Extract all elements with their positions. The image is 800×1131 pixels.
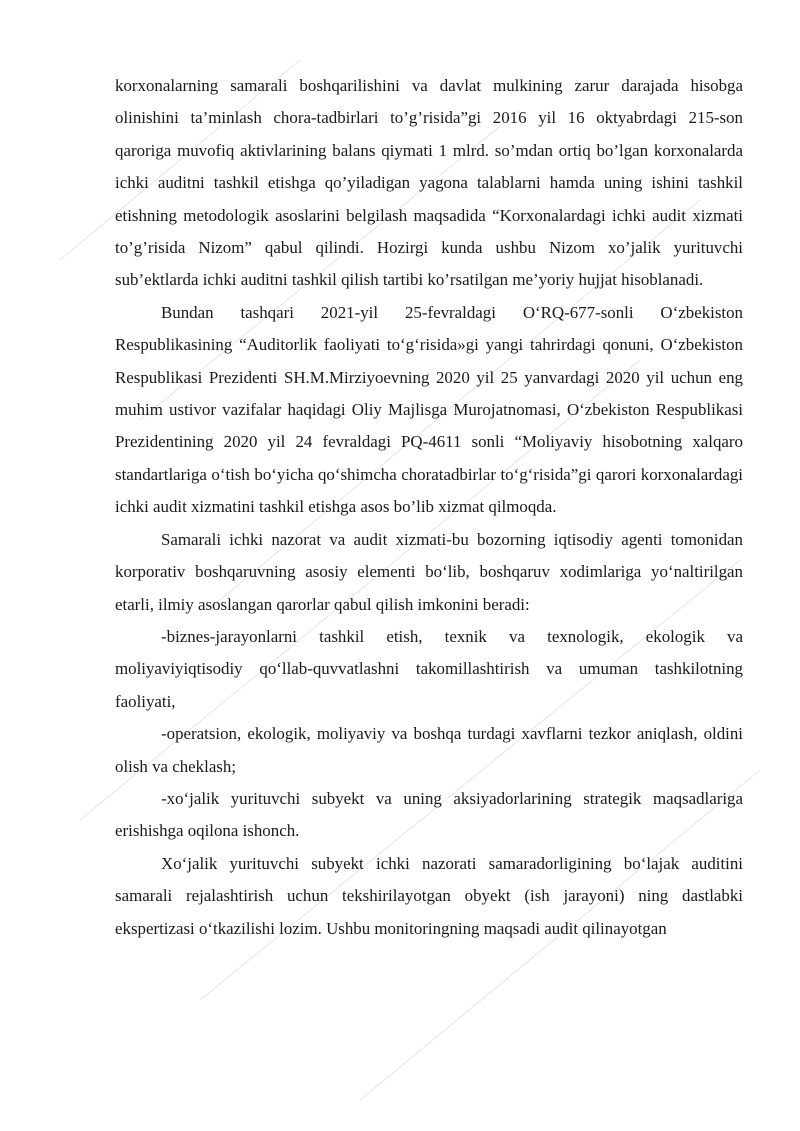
paragraph-2: Bundan tashqari 2021-yil 25-fevraldagi O‘RQ-677-sonli O‘zbekiston Respublikasining “Auditorlik faoliyati to‘g‘risida»gi yangi tahrirdagi qonuni, O‘zbekiston Respublikasi Prezidenti SH.M.Mirziyoevning 2020 yil 25 yanvardagi 2020 yil uchun eng muhim ustivor vazifalar haqidagi Oliy Majlisga Murojatnomasi, O‘zbekiston Respublikasi Prezidentining 2020 yil 24 fevraldagi PQ-4611 sonli “Moliyaviy hisobotning xalqaro standartlariga o‘tish bo‘yicha qo‘shimcha choratadbirlar to‘g‘risida”gi qarori korxonalardagi ichki audit xizmatini tashkil etishga asos bo’lib xizmat qilmoqda. <box>115 302 743 517</box>
paragraph-1: korxonalarning samarali boshqarilishini va davlat mulkining zarur darajada hisobga olinishini ta’minlash chora-tadbirlari to’g’risida”gi 2016 yil 16 oktyabrdagi 215-son qaroriga muvofiq aktivlarining balans qiymati 1 mlrd. so’mdan ortiq bo’lgan korxonalarda ichki auditni tashkil etishga qo’yiladigan yagona talablarni hamda uning ishini tashkil etishning metodologik asoslarini belgilash maqsadida “Korxonalardagi ichki audit xizmati to’g’risida Nizom” qabul qilindi. Hozirgi kunda ushbu Nizom xo’jalik yurituvchi sub’ektlarda ichki auditni tashkil qilish tartibi ko’rsatilgan me’yoriy hujjat hisoblanadi. <box>115 76 743 290</box>
list-item-3: -xo‘jalik yurituvchi subyekt va uning aksiyadorlarining strategik maqsadlariga erishishga oqilona ishonch. <box>115 788 743 841</box>
list-item-1: -biznes-jarayonlarni tashkil etish, texnik va texnologik, ekologik va moliyaviyiqtisodiy qo‘llab-quvvatlashni takomillashtirish va umuman tashkilotning faoliyati, <box>115 626 743 711</box>
paragraph-3: Samarali ichki nazorat va audit xizmati-bu bozorning iqtisodiy agenti tomonidan korporativ boshqaruvning asosiy elementi bo‘lib, boshqaruv xodimlariga yo‘naltirilgan etarli, ilmiy asoslangan qarorlar qabul qilish imkonini beradi: <box>115 529 743 614</box>
document-page <box>115 70 743 945</box>
paragraph-4: Xo‘jalik yurituvchi subyekt ichki nazorati samaradorligining bo‘lajak auditini samarali rejalashtirish uchun tekshirilayotgan obyekt (ish jarayoni) ning dastlabki ekspertizasi o‘tkazilishi lozim. Ushbu monitoringning maqsadi audit qilinayotgan <box>115 853 743 938</box>
list-item-2: -operatsion, ekologik, moliyaviy va boshqa turdagi xavflarni tezkor aniqlash, oldini olish va cheklash; <box>115 724 743 776</box>
